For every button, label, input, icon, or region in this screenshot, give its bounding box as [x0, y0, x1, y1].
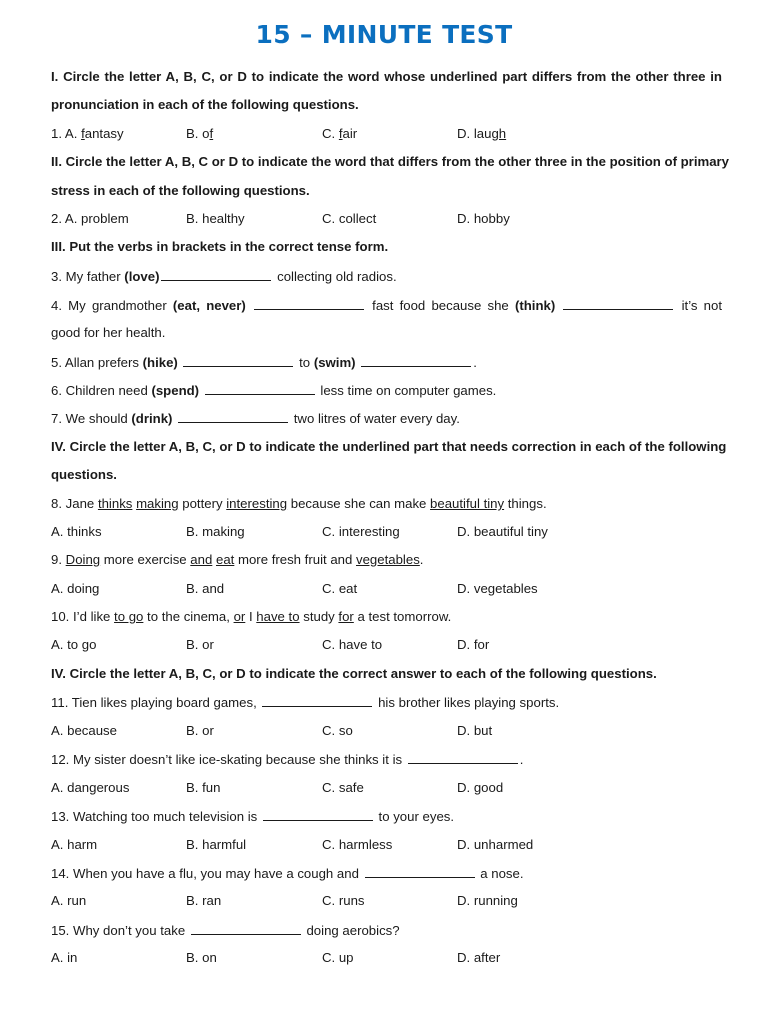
q15-option-c[interactable]: C. up	[322, 950, 354, 965]
q12-blank[interactable]	[408, 750, 518, 764]
q14-blank[interactable]	[365, 864, 475, 878]
q9-option-b[interactable]: B. and	[186, 581, 225, 596]
q15-option-a[interactable]: A. in	[51, 950, 78, 965]
question-7: 7. We should (drink) two litres of water every day.	[51, 411, 460, 426]
q10-option-a[interactable]: A. to go	[51, 637, 97, 652]
q10-option-d[interactable]: D. for	[457, 637, 490, 652]
q2-option-a[interactable]: 2. A. problem	[51, 211, 129, 226]
question-9: 9. Doing more exercise and eat more fresh fruit and vegetables.	[51, 552, 424, 567]
q1-option-c[interactable]: C. fair	[322, 126, 358, 141]
q10-option-c[interactable]: C. have to	[322, 637, 383, 652]
q4-blank-1[interactable]	[254, 296, 364, 310]
section-1-heading-cont: pronunciation in each of the following questions.	[51, 97, 359, 112]
page-title: 15 – MINUTE TEST	[255, 20, 513, 49]
q6-blank[interactable]	[205, 381, 315, 395]
q12-option-d[interactable]: D. good	[457, 780, 504, 795]
q9-option-c[interactable]: C. eat	[322, 581, 358, 596]
q14-option-d[interactable]: D. running	[457, 893, 518, 908]
section-5-heading: IV. Circle the letter A, B, C, or D to indicate the correct answer to each of the following questions.	[51, 666, 657, 681]
q2-option-b[interactable]: B. healthy	[186, 211, 245, 226]
q11-blank[interactable]	[262, 693, 372, 707]
q14-option-c[interactable]: C. runs	[322, 893, 365, 908]
q2-option-d[interactable]: D. hobby	[457, 211, 510, 226]
q8-option-c[interactable]: C. interesting	[322, 524, 400, 539]
q5-blank-2[interactable]	[361, 353, 471, 367]
section-1-heading: I. Circle the letter A, B, C, or D to indicate the word whose underlined part differs from the other three in	[51, 69, 722, 84]
q9-option-a[interactable]: A. doing	[51, 581, 100, 596]
section-2-heading-cont: stress in each of the following questions.	[51, 183, 310, 198]
question-10: 10. I’d like to go to the cinema, or I have to study for a test tomorrow.	[51, 609, 452, 624]
q11-option-c[interactable]: C. so	[322, 723, 353, 738]
q1-option-a[interactable]: 1. A. fantasy	[51, 126, 124, 141]
question-12: 12. My sister doesn’t like ice-skating because she thinks it is .	[51, 752, 524, 767]
q13-option-d[interactable]: D. unharmed	[457, 837, 534, 852]
question-15: 15. Why don’t you take doing aerobics?	[51, 923, 400, 938]
q14-option-a[interactable]: A. run	[51, 893, 87, 908]
q11-option-d[interactable]: D. but	[457, 723, 493, 738]
q14-option-b[interactable]: B. ran	[186, 893, 222, 908]
q15-option-b[interactable]: B. on	[186, 950, 217, 965]
q15-blank[interactable]	[191, 921, 301, 935]
question-4-cont: good for her health.	[51, 325, 166, 340]
q8-option-d[interactable]: D. beautiful tiny	[457, 524, 548, 539]
q4-blank-2[interactable]	[563, 296, 673, 310]
section-4-heading: IV. Circle the letter A, B, C, or D to indicate the underlined part that needs correction in each of the following	[51, 439, 727, 454]
q12-option-b[interactable]: B. fun	[186, 780, 221, 795]
question-4: 4. My grandmother (eat, never) fast food because she (think) it’s not	[51, 298, 722, 313]
question-3: 3. My father (love) collecting old radios.	[51, 269, 397, 284]
question-11: 11. Tien likes playing board games, his brother likes playing sports.	[51, 695, 560, 710]
q8-option-a[interactable]: A. thinks	[51, 524, 102, 539]
question-5: 5. Allan prefers (hike) to (swim) .	[51, 355, 477, 370]
question-8: 8. Jane thinks making pottery interesting because she can make beautiful tiny things.	[51, 496, 547, 511]
q10-option-b[interactable]: B. or	[186, 637, 214, 652]
question-6: 6. Children need (spend) less time on computer games.	[51, 383, 497, 398]
q13-option-c[interactable]: C. harmless	[322, 837, 393, 852]
q13-option-a[interactable]: A. harm	[51, 837, 98, 852]
question-13: 13. Watching too much television is to your eyes.	[51, 809, 455, 824]
q12-option-c[interactable]: C. safe	[322, 780, 364, 795]
q15-option-d[interactable]: D. after	[457, 950, 501, 965]
section-2-heading: II. Circle the letter A, B, C or D to indicate the word that differs from the other three in the position of primary	[51, 154, 730, 169]
question-14: 14. When you have a flu, you may have a cough and a nose.	[51, 866, 524, 881]
q5-blank-1[interactable]	[183, 353, 293, 367]
q11-option-b[interactable]: B. or	[186, 723, 214, 738]
q8-option-b[interactable]: B. making	[186, 524, 245, 539]
section-4-heading-cont: questions.	[51, 467, 117, 482]
q2-option-c[interactable]: C. collect	[322, 211, 377, 226]
q1-option-d[interactable]: D. laugh	[457, 126, 507, 141]
q13-blank[interactable]	[263, 807, 373, 821]
q9-option-d[interactable]: D. vegetables	[457, 581, 538, 596]
q13-option-b[interactable]: B. harmful	[186, 837, 247, 852]
section-3-heading: III. Put the verbs in brackets in the correct tense form.	[51, 239, 389, 254]
q12-option-a[interactable]: A. dangerous	[51, 780, 130, 795]
q7-blank[interactable]	[178, 409, 288, 423]
q11-option-a[interactable]: A. because	[51, 723, 117, 738]
q1-option-b[interactable]: B. of	[186, 126, 214, 141]
q3-blank[interactable]	[161, 267, 271, 281]
